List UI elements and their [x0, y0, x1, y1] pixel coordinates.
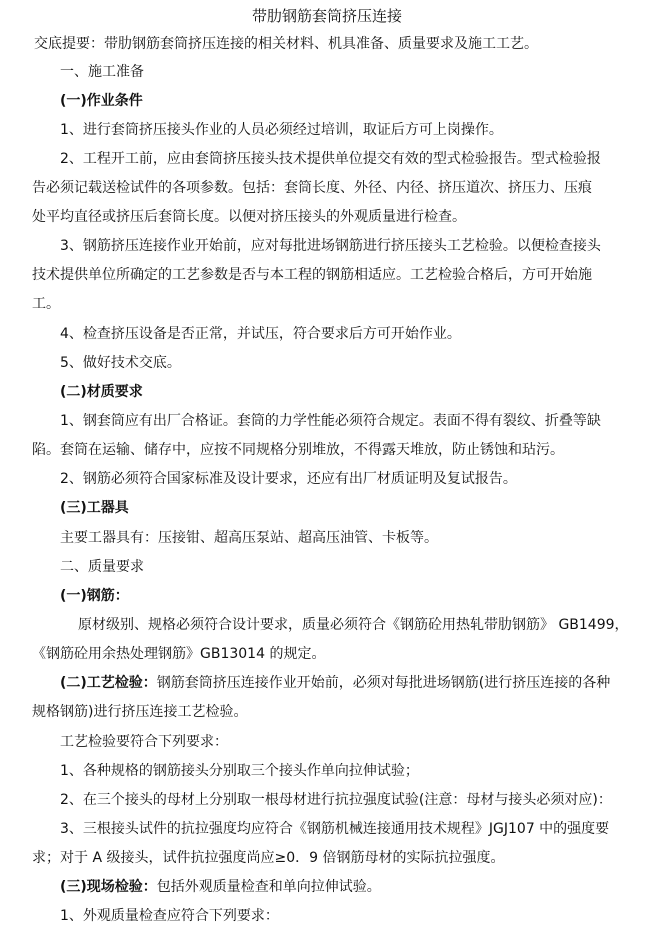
subsection-heading-process: (二)工艺检验：	[60, 675, 157, 691]
paragraph-line: 1、进行套筒挤压接头作业的人员必须经过培训，取证后方可上岗操作。	[60, 122, 503, 138]
paragraph-line: 1、外观质量检查应符合下列要求：	[60, 908, 279, 924]
paragraph-line: 工。	[32, 296, 60, 312]
subsection-heading-tools: (三)工器具	[60, 500, 129, 516]
section-heading-2: 二、质量要求	[60, 559, 144, 575]
subsection-heading-site: (三)现场检验：	[60, 879, 157, 895]
paragraph-line: 原材级别、规格必须符合设计要求，质量必须符合《钢筋砼用热轧带肋钢筋》 GB1499，	[78, 617, 629, 633]
paragraph-text: 包括外观质量检查和单向拉伸试验。	[156, 879, 381, 895]
subsection-heading-rebar: (一)钢筋：	[60, 588, 129, 604]
paragraph-line: 处平均直径或挤压后套筒长度。以便对挤压接头的外观质量进行检查。	[32, 209, 466, 225]
process-inspection-line	[60, 669, 654, 697]
section-heading-1: 一、施工准备	[60, 64, 144, 80]
subsection-heading-work-conditions: (一)作业条件	[60, 93, 143, 109]
paragraph-text: 钢筋套筒挤压连接作业开始前，必须对每批进场钢筋(进行挤压连接的各种	[156, 675, 611, 691]
paragraph-line: 技术提供单位所确定的工艺参数是否与本工程的钢筋相适应。工艺检验合格后，方可开始施	[32, 267, 592, 283]
paragraph-line: 工艺检验要符合下列要求：	[60, 734, 228, 750]
paragraph-line: 5、做好技术交底。	[60, 355, 181, 371]
paragraph-line: 规格钢筋)进行挤压连接工艺检验。	[32, 704, 248, 720]
paragraph-line: 3、钢筋挤压连接作业开始前，应对每批进场钢筋进行挤压接头工艺检验。以便检查接头	[60, 238, 601, 254]
paragraph-line: 2、工程开工前，应由套筒挤压接头技术提供单位提交有效的型式检验报告。型式检验报	[60, 151, 601, 167]
paragraph-line: 《钢筋砼用余热处理钢筋》GB13014 的规定。	[32, 646, 326, 662]
paragraph-line: 1、各种规格的钢筋接头分别取三个接头作单向拉伸试验；	[60, 763, 419, 779]
paragraph-line: 2、钢筋必须符合国家标准及设计要求，还应有出厂材质证明及复试报告。	[60, 471, 517, 487]
paragraph-line: 4、检查挤压设备是否正常，并试压，符合要求后方可开始作业。	[60, 326, 461, 342]
paragraph-line: 1、钢套筒应有出厂合格证。套筒的力学性能必须符合规定。表面不得有裂纹、折叠等缺	[60, 413, 601, 429]
site-inspection-line	[60, 873, 654, 901]
paragraph-line: 主要工器具有：压接钳、超高压泵站、超高压油管、卡板等。	[60, 530, 438, 546]
summary-text: 交底提要：带肋钢筋套筒挤压连接的相关材料、机具准备、质量要求及施工工艺。	[34, 36, 538, 52]
paragraph-line: 3、三根接头试件的抗拉强度均应符合《钢筋机械连接通用技术规程》JGJ107 中的强度要	[60, 821, 610, 837]
document-title: 带肋钢筋套筒挤压连接	[251, 7, 402, 25]
paragraph-line: 告必须记载送检试件的各项参数。包括：套筒长度、外径、内径、挤压道次、挤压力、压痕	[32, 180, 592, 196]
paragraph-line: 陷。套筒在运输、储存中，应按不同规格分别堆放，不得露天堆放，防止锈蚀和玷污。	[32, 442, 564, 458]
subsection-heading-materials: (二)材质要求	[60, 384, 143, 400]
paragraph-line: 2、在三个接头的母材上分别取一根母材进行抗拉强度试验(注意：母材与接头必须对应)：	[60, 792, 612, 808]
paragraph-line: 求；对于 A 级接头，试件抗拉强度尚应≥0．9 倍钢筋母材的实际抗拉强度。	[32, 850, 505, 866]
